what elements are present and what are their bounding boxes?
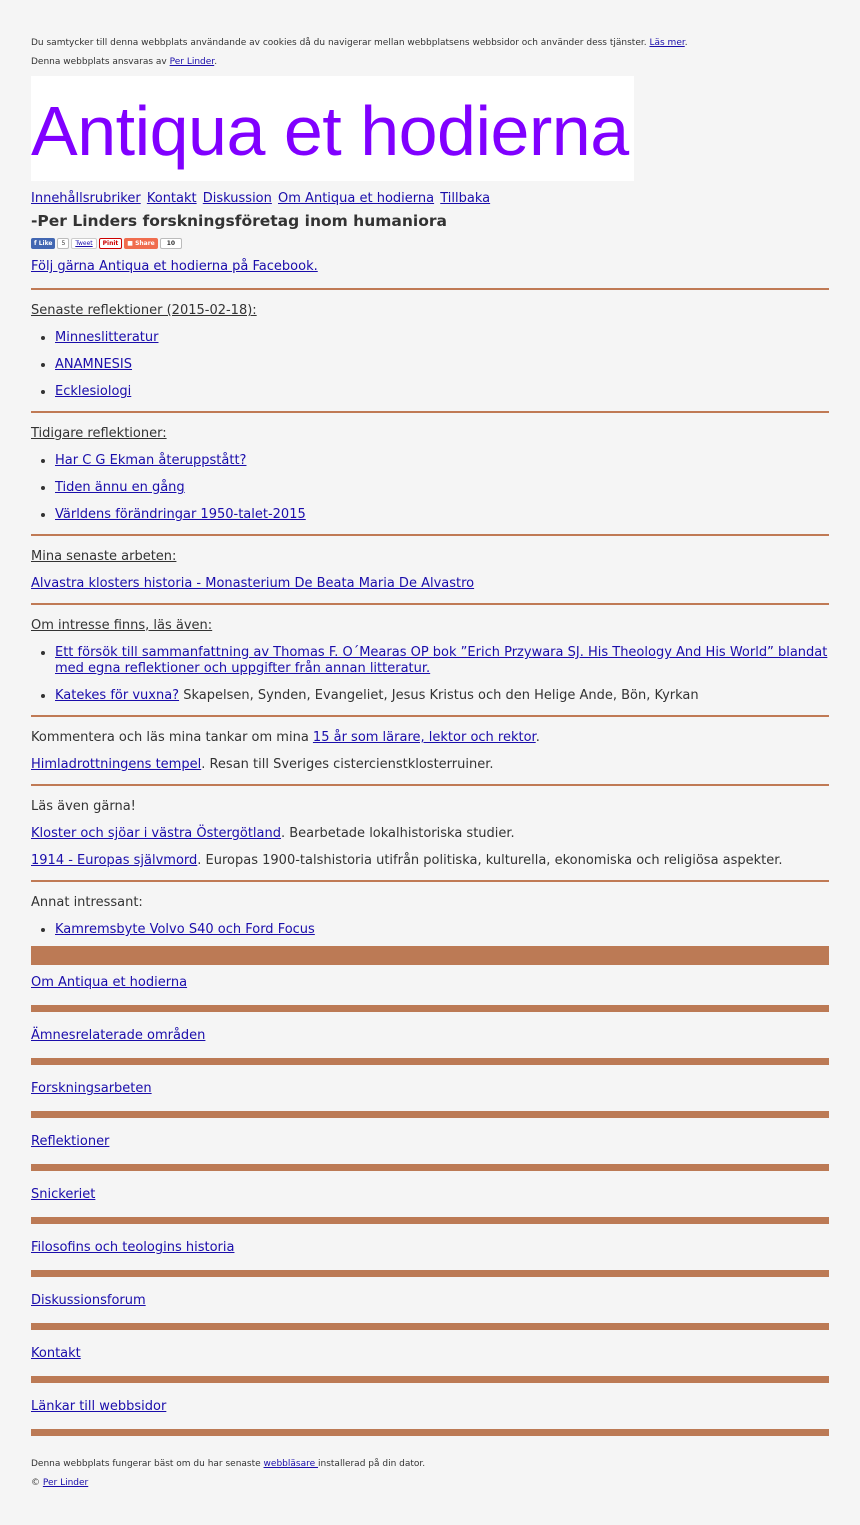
facebook-like-button[interactable]: f Like: [31, 238, 55, 249]
section-heading: Annat intressant:: [31, 895, 143, 910]
menu-forskningsarbeten[interactable]: Forskningsarbeten: [31, 1081, 152, 1096]
alvastra-link[interactable]: Alvastra klosters historia - Monasterium De Beata Maria De Alvastro: [31, 576, 475, 591]
menu-reflektioner[interactable]: Reflektioner: [31, 1134, 110, 1149]
footer: Denna webbplats fungerar bäst om du har senaste webbläsare installerad på din dator. © Per Linder: [31, 1459, 426, 1488]
list-item: [55, 480, 829, 496]
nav-tillbaka[interactable]: Tillbaka: [440, 191, 491, 206]
latest-works: [31, 536, 829, 592]
katekes-link[interactable]: Katekes för vuxna?: [55, 688, 180, 703]
menu-divider: [31, 1376, 829, 1383]
menu-amnesomraden[interactable]: Ämnesrelaterade områden: [31, 1028, 206, 1043]
facebook-icon: f: [34, 240, 39, 247]
nav-innehallsrubriker[interactable]: Innehållsrubriker: [31, 191, 141, 206]
menu-divider: [31, 1005, 829, 1012]
cookie-notice: Du samtycker till denna webbplats användande av cookies då du navigerar mellan webbplatsens webbsidor och använder dess tjänster. Läs mer.: [31, 38, 688, 48]
site-banner: [31, 76, 634, 181]
list-item: [55, 330, 829, 346]
earlier-link-1[interactable]: Har C G Ekman återuppstått?: [55, 453, 247, 468]
copyright-symbol: ©: [31, 1478, 40, 1488]
responsible-notice: Denna webbplats ansvaras av Per Linder.: [31, 57, 218, 67]
list-item: • Katekes för vuxna? Skapelsen, Synden, Evangeliet, Jesus Kristus och den Helige Ande, Bön, Kyrkan: [55, 688, 829, 704]
read-more-link[interactable]: Läs mer: [649, 38, 685, 48]
menu-diskussionsforum[interactable]: Diskussionsforum: [31, 1293, 146, 1308]
menu-lankar[interactable]: Länkar till webbsidor: [31, 1399, 167, 1414]
menu-top-bar: [31, 946, 829, 965]
also-read: [31, 605, 829, 704]
list-item: [55, 357, 829, 373]
menu-divider: [31, 1164, 829, 1171]
menu-om[interactable]: Om Antiqua et hodierna: [31, 975, 188, 990]
kamrem-link[interactable]: Kamremsbyte Volvo S40 och Ford Focus: [55, 922, 315, 937]
nav-diskussion[interactable]: Diskussion: [202, 191, 272, 206]
omeara-link[interactable]: Ett försök till sammanfattning av Thomas F. O´Mearas OP bok ”Erich Przywara SJ. His Theology And His World” blandat med egna reflektioner och uppgifter från annan litteratur.: [55, 645, 828, 676]
temple-link[interactable]: Himladrottningens tempel: [31, 757, 202, 772]
banner-title: Antiqua et hodierna: [31, 91, 629, 170]
section-heading: Senaste reflektioner (2015-02-18):: [31, 303, 257, 318]
menu-divider: [31, 1323, 829, 1330]
pinit-button[interactable]: Pinit: [99, 238, 123, 249]
latest-reflections: [31, 290, 829, 400]
nav-om[interactable]: Om Antiqua et hodierna: [278, 191, 435, 206]
footer-per-linder-link[interactable]: Per Linder: [42, 1478, 89, 1488]
menu-filosofi[interactable]: Filosofins och teologins historia: [31, 1240, 235, 1255]
earlier-reflections: [31, 413, 829, 523]
section-heading: Mina senaste arbeten:: [31, 549, 177, 564]
list-item: [55, 922, 829, 938]
latest-link-2[interactable]: ANAMNESIS: [55, 357, 133, 372]
earlier-link-3[interactable]: Världens förändringar 1950-talet-2015: [55, 507, 306, 522]
list-item: [55, 384, 829, 400]
tweet-button[interactable]: Tweet: [71, 238, 96, 249]
read-also-section: Läs även gärna! Kloster och sjöar i västra Östergötland. Bearbetade lokalhistoriska studier. 1914 - Europas självmord. Europas 1900-talshistoria utifrån politiska, kulturella, ekonomiska och religiösa aspekter.: [31, 786, 829, 869]
like-count: 5: [57, 238, 69, 249]
kloster-link[interactable]: Kloster och sjöar i västra Östergötland: [31, 826, 281, 841]
per-linder-link[interactable]: Per Linder: [169, 57, 215, 67]
share-icon: ■: [127, 240, 136, 247]
menu-divider: [31, 1111, 829, 1118]
menu-divider: [31, 1270, 829, 1277]
latest-link-3[interactable]: Ecklesiologi: [55, 384, 132, 399]
menu-snickeriet[interactable]: Snickeriet: [31, 1187, 96, 1202]
social-buttons: [31, 237, 829, 250]
share-button[interactable]: ■ Share: [124, 238, 157, 249]
browser-link[interactable]: webbläsare: [263, 1459, 318, 1469]
list-item: [55, 453, 829, 469]
latest-link-1[interactable]: Minneslitteratur: [55, 330, 159, 345]
earlier-link-2[interactable]: Tiden ännu en gång: [55, 480, 185, 495]
share-count: 10: [160, 238, 182, 249]
teacher-years-link[interactable]: 15 år som lärare, lektor och rektor: [312, 730, 536, 745]
menu-divider: [31, 1217, 829, 1224]
list-item: [55, 645, 829, 677]
bottom-menu: [31, 975, 829, 1436]
europa-1914-link[interactable]: 1914 - Europas självmord: [31, 853, 198, 868]
other-interesting: [31, 882, 829, 938]
menu-divider: [31, 1429, 829, 1436]
menu-divider: [31, 1058, 829, 1065]
facebook-follow-link[interactable]: Följ gärna Antiqua et hodierna på Facebook.: [31, 259, 318, 274]
list-item: [55, 507, 829, 523]
top-nav: [31, 191, 829, 207]
page-subtitle: -Per Linders forskningsföretag inom humaniora: [31, 212, 447, 230]
section-heading: Läs även gärna!: [31, 799, 136, 814]
comment-section: Kommentera och läs mina tankar om mina 15 år som lärare, lektor och rektor. Himladrottningens tempel. Resan till Sveriges cistercienstklosterruiner.: [31, 730, 540, 772]
menu-kontakt[interactable]: Kontakt: [31, 1346, 81, 1361]
section-heading: Om intresse finns, läs även:: [31, 618, 213, 633]
nav-kontakt[interactable]: Kontakt: [146, 191, 197, 206]
section-heading: Tidigare reflektioner:: [31, 426, 167, 441]
